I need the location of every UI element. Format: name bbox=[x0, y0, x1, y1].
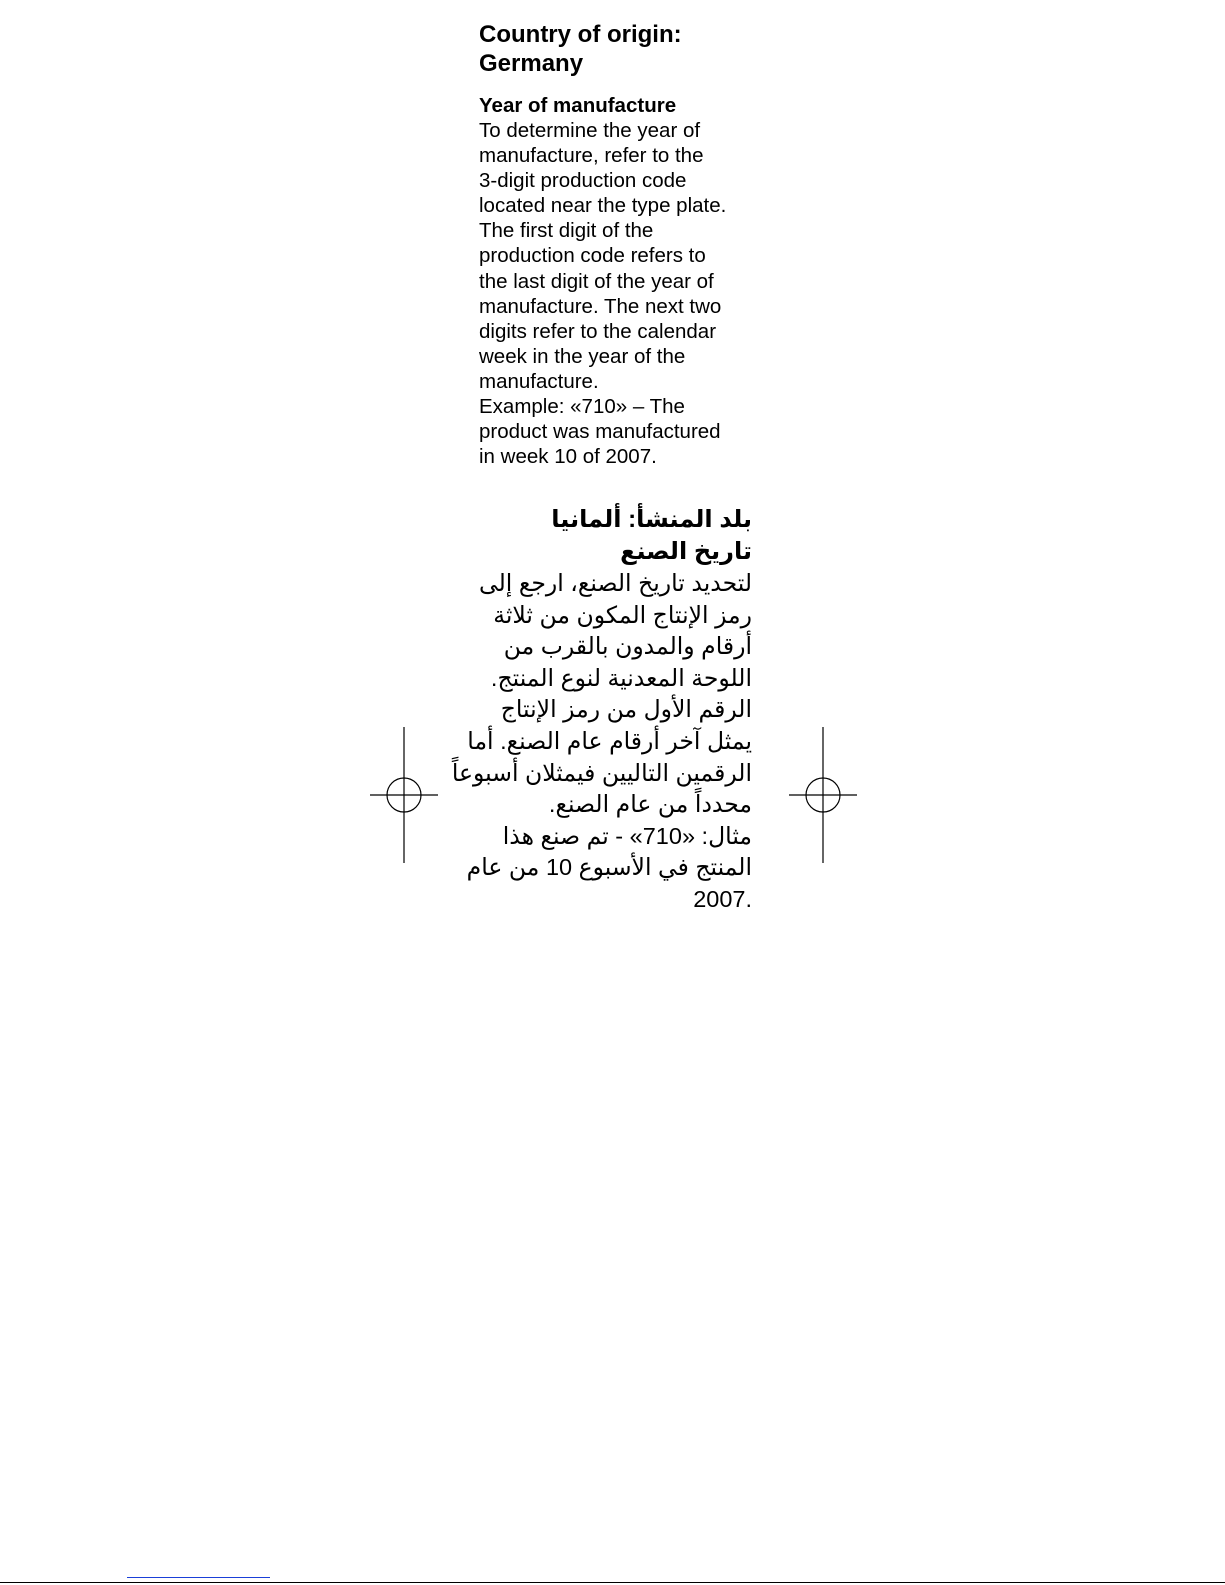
body-line: the last digit of the year of bbox=[479, 269, 714, 293]
english-body bbox=[479, 118, 769, 469]
arabic-body-line: اللوحة المعدنية لنوع المنتج. bbox=[490, 664, 752, 691]
body-line: located near the type plate. bbox=[479, 194, 727, 218]
body-line: in week 10 of 2007. bbox=[479, 445, 657, 469]
arabic-body-line: الرقم الأول من رمز الإنتاج bbox=[500, 696, 752, 723]
body-line: digits refer to the calendar bbox=[479, 319, 717, 343]
registration-mark-icon bbox=[789, 727, 857, 863]
arabic-section bbox=[451, 504, 752, 916]
body-line: week in the year of the bbox=[479, 344, 686, 368]
body-line: The first digit of the bbox=[479, 219, 654, 243]
arabic-body-line: المنتج في الأسبوع 10 من عام bbox=[466, 854, 752, 881]
arabic-body-line: مثال: «710» - تم صنع هذا bbox=[502, 822, 752, 849]
page-bottom-rule bbox=[0, 1582, 1225, 1583]
body-line: manufacture. The next two bbox=[479, 294, 722, 318]
arabic-body-line: رمز الإنتاج المكون من ثلاثة bbox=[493, 601, 752, 628]
title-line: Germany bbox=[479, 50, 584, 77]
arabic-body-line: أرقام والمدون بالقرب من bbox=[503, 633, 752, 660]
body-line: To determine the year of bbox=[479, 119, 701, 142]
body-line: 3-digit production code bbox=[479, 169, 687, 193]
body-line: Example: «710» – The bbox=[479, 395, 685, 419]
arabic-year-heading: تاريخ الصنع bbox=[620, 538, 752, 565]
arabic-body-line: .2007 bbox=[693, 885, 752, 912]
body-line: product was manufactured bbox=[479, 420, 721, 444]
arabic-body-line: لتحديد تاريخ الصنع، ارجع إلى bbox=[479, 570, 752, 596]
arabic-body-line: الرقمين التاليين فيمثلان أسبوعاً bbox=[451, 759, 752, 786]
body-line: manufacture. bbox=[479, 369, 599, 393]
arabic-body-line: يمثل آخر أرقام عام الصنع. أما bbox=[467, 727, 752, 754]
body-line: production code refers to bbox=[479, 244, 706, 268]
country-of-origin-title bbox=[479, 20, 769, 78]
title-line: Country of origin: bbox=[479, 21, 682, 48]
registration-mark-icon bbox=[370, 727, 438, 863]
year-of-manufacture-heading: Year of manufacture bbox=[479, 94, 677, 117]
body-line: manufacture, refer to the bbox=[479, 144, 704, 168]
arabic-country-title: بلد المنشأ: ألمانيا bbox=[551, 506, 752, 533]
arabic-body-line: محدداً من عام الصنع. bbox=[548, 791, 752, 818]
link-underline bbox=[127, 1577, 270, 1578]
english-section bbox=[479, 20, 769, 469]
